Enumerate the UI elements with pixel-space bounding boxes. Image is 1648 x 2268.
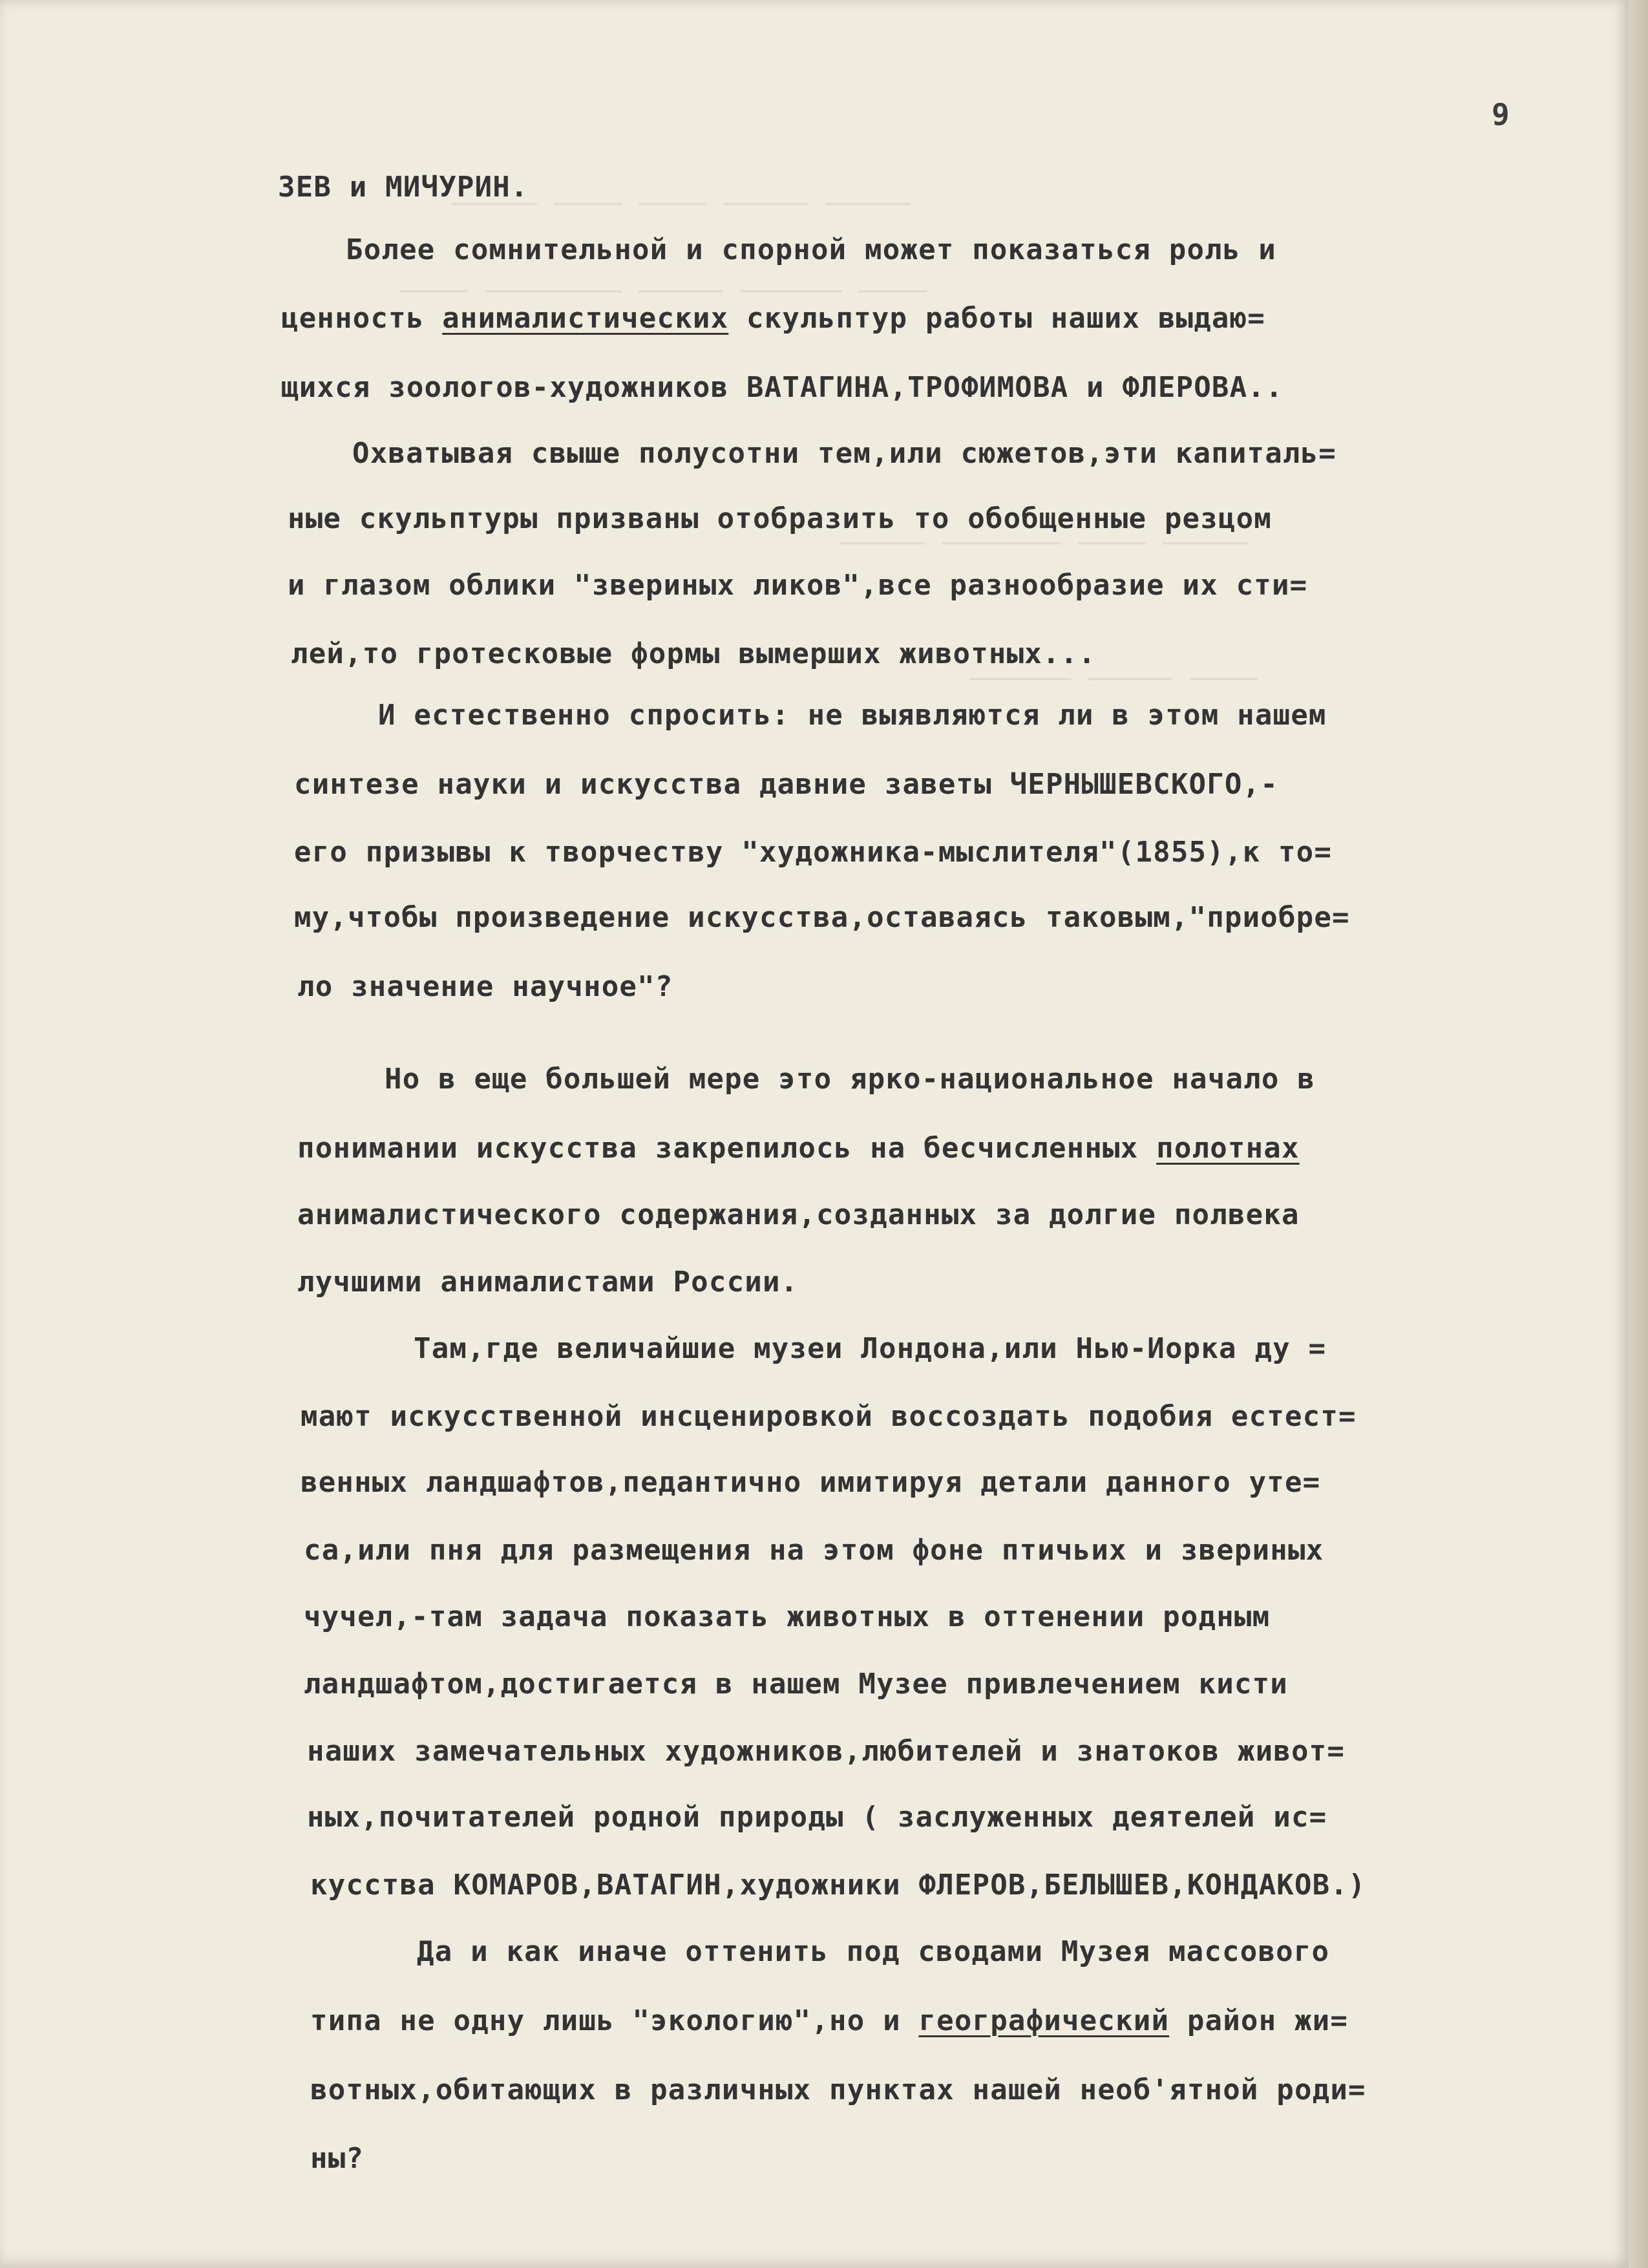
text-line: Более сомнительной и спорной может показаться роль и — [346, 233, 1276, 266]
bleed-through-mark: ───── ──── ──── ───── ───── — [452, 188, 911, 220]
text-line: наших замечательных художников,любителей и знатоков живот= — [307, 1735, 1346, 1768]
text-line: ЗЕВ и МИЧУРИН. — [278, 171, 529, 204]
underlined-word: анималистических — [442, 302, 729, 335]
text-line: ландшафтом,достигается в нашем Музее привлечением кисти — [304, 1668, 1288, 1701]
text-line: ны? — [310, 2142, 364, 2175]
text-line: лучшими анималистами России. — [297, 1266, 799, 1298]
bleed-through-mark: ───── ─────── ──── ───── — [840, 527, 1248, 559]
text-line: Там,где величайшие музеи Лондона,или Нью-Иорка ду = — [414, 1332, 1327, 1365]
text-line: са,или пня для размещения на этом фоне птичьих и звериных — [304, 1534, 1324, 1567]
text-line: ло значение научное"? — [297, 970, 673, 1003]
text-line: его призывы к творчеству "художника-мыслителя"(1855),к то= — [294, 836, 1333, 869]
text-line: вотных,обитающих в различных пунктах нашей необ'ятной роди= — [310, 2073, 1366, 2106]
bleed-through-mark: ──── ──────── ───── ────── ──── — [401, 275, 927, 307]
text-line: Но в еще большей мере это ярко-национальное начало в — [385, 1063, 1315, 1096]
text-line: венных ландшафтов,педантично имитируя детали данного уте= — [301, 1466, 1321, 1499]
text-line: Охватывая свыше полусотни тем,или сюжетов,эти капиталь= — [352, 437, 1336, 470]
text-line: и глазом облики "звериных ликов",все разнообразие их сти= — [288, 569, 1308, 602]
page-edge — [1629, 0, 1648, 2268]
bleed-through-mark: ────── ───── ──── — [969, 663, 1258, 695]
text-line: И естественно спросить: не выявляются ли в этом нашем — [378, 699, 1327, 732]
text-line: чучел,-там задача показать животных в оттенении родным — [304, 1600, 1271, 1633]
text-line: синтезе науки и искусства давние заветы ЧЕРНЫШЕВСКОГО,- — [294, 768, 1278, 801]
text-line: Да и как иначе оттенить под сводами Музея массового — [417, 1935, 1330, 1968]
text-line: понимании искусства закрепилось на бесчисленных полотнах — [297, 1132, 1300, 1165]
text-line: типа не одну лишь "экологию",но и географический район жи= — [310, 2004, 1349, 2037]
text-line: ные скульптуры призваны отобразить то обобщенные резцом — [288, 502, 1272, 535]
text-line: кусства КОМАРОВ,ВАТАГИН,художники ФЛЕРОВ,БЕЛЫШЕВ,КОНДАКОВ.) — [310, 1869, 1366, 1902]
text-line: анималистического содержания,созданных за долгие полвека — [297, 1198, 1300, 1231]
text-line: ценность анималистических скульптур работы наших выдаю= — [281, 302, 1265, 335]
text-line: ных,почитателей родной природы ( заслуженных деятелей ис= — [307, 1801, 1327, 1834]
text-line: щихся зоологов-художников ВАТАГИНА,ТРОФИМОВА и ФЛЕРОВА.. — [281, 371, 1284, 404]
text-line: му,чтобы произведение искусства,оставаясь таковым,"приобре= — [294, 901, 1350, 934]
underlined-word: полотнах — [1156, 1132, 1300, 1165]
text-line: мают искусственной инсценировкой воссоздать подобия естест= — [301, 1400, 1357, 1433]
text-line: лей,то гротесковые формы вымерших животных... — [291, 637, 1097, 670]
underlined-word: географический — [918, 2004, 1170, 2037]
page-number: 9 — [1492, 97, 1510, 132]
